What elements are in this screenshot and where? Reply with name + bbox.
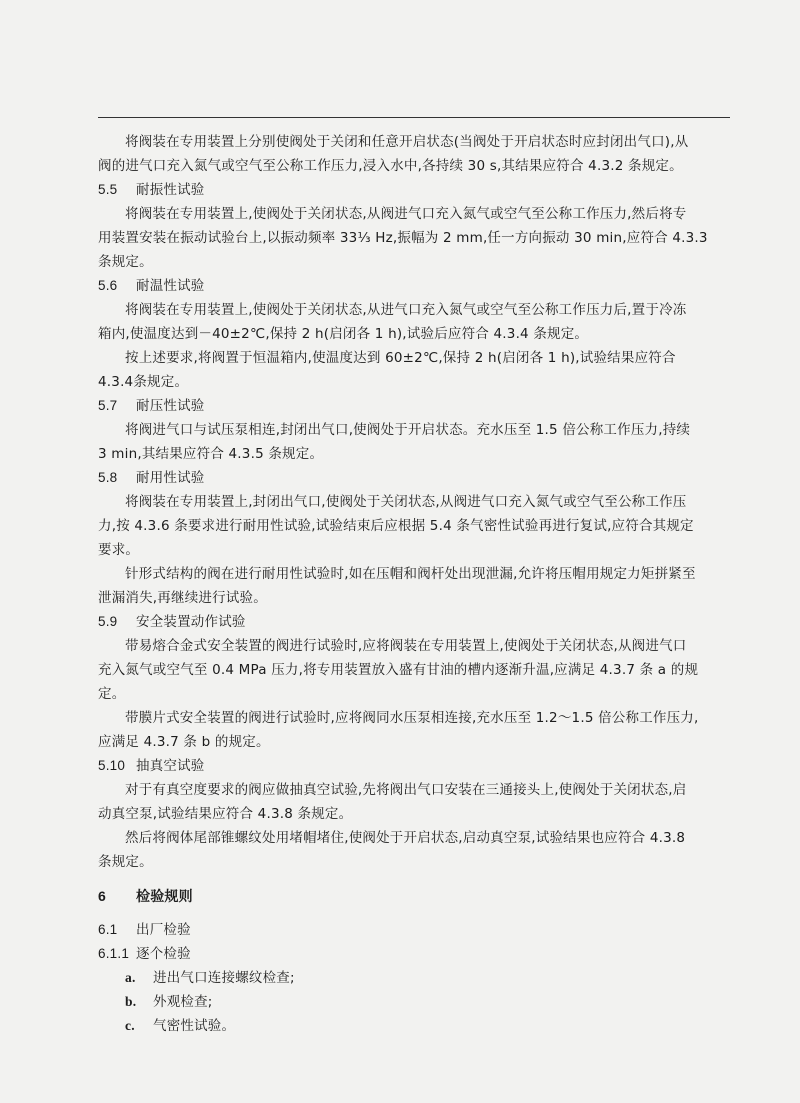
list-item-text: 气密性试验。 (153, 1018, 236, 1034)
paragraph-line: 条规定。 (98, 254, 153, 270)
section-number: 5.7 (98, 398, 118, 413)
paragraph-line: 带易熔合金式安全装置的阀进行试验时,应将阀装在专用装置上,使阀处于关闭状态,从阀进气口 (125, 638, 687, 654)
paragraph-line: 阀的进气口充入氮气或空气至公称工作压力,浸入水中,各持续 30 s,其结果应符合 4.3.2 条规定。 (98, 158, 683, 174)
section-number: 5.5 (98, 182, 118, 197)
paragraph-line: 充入氮气或空气至 0.4 MPa 压力,将专用装置放入盛有甘油的槽内逐渐升温,应满足 4.3.7 条 a 的规 (98, 662, 699, 678)
paragraph-line: 将阀装在专用装置上,使阀处于关闭状态,从进气口充入氮气或空气至公称工作压力后,置于冷冻 (125, 302, 687, 318)
section-number: 5.6 (98, 278, 118, 293)
section-heading (98, 275, 728, 297)
paragraph-line: 3 min,其结果应符合 4.3.5 条规定。 (98, 446, 324, 462)
section-title: 检验规则 (136, 889, 193, 905)
section-title: 耐压性试验 (136, 398, 205, 414)
section-heading (98, 395, 728, 417)
section-number: 5.8 (98, 470, 118, 485)
section-number: 6.1.1 (98, 946, 130, 961)
list-item-text: 进出气口连接螺纹检查; (153, 970, 295, 986)
list-item (125, 967, 755, 989)
section-title: 耐用性试验 (136, 470, 205, 486)
list-marker: a. (125, 970, 136, 985)
section-title: 出厂检验 (136, 922, 191, 938)
section-heading (98, 179, 728, 201)
paragraph-line: 针形式结构的阀在进行耐用性试验时,如在压帽和阀杆处出现泄漏,允许将压帽用规定力矩拼紧至 (125, 566, 696, 582)
paragraph-line: 条规定。 (98, 854, 153, 870)
paragraph-line: 用装置安装在振动试验台上,以振动频率 33⅓ Hz,振幅为 2 mm,任一方向振动 30 min,应符合 4.3.3 (98, 230, 708, 246)
paragraph-line: 应满足 4.3.7 条 b 的规定。 (98, 734, 270, 750)
section-title: 耐振性试验 (136, 182, 205, 198)
section-heading (98, 755, 728, 777)
section-heading (98, 467, 728, 489)
paragraph-line: 带膜片式安全装置的阀进行试验时,应将阀同水压泵相连接,充水压至 1.2～1.5 倍公称工作压力, (125, 710, 699, 726)
list-marker: b. (125, 994, 137, 1009)
paragraph-line: 然后将阀体尾部锥螺纹处用堵帽堵住,使阀处于开启状态,启动真空泵,试验结果也应符合 4.3.8 (125, 830, 686, 846)
section-title: 抽真空试验 (136, 758, 205, 774)
paragraph-line: 将阀进气口与试压泵相连,封闭出气口,使阀处于开启状态。充水压至 1.5 倍公称工作压力,持续 (125, 422, 691, 438)
paragraph-line: 将阀装在专用装置上,使阀处于关闭状态,从阀进气口充入氮气或空气至公称工作压力,然后将专 (125, 206, 687, 222)
section-number: 6.1 (98, 922, 118, 937)
section-heading (98, 919, 728, 941)
list-item (125, 991, 755, 1013)
paragraph-line: 要求。 (98, 542, 140, 558)
paragraph-line: 4.3.4条规定。 (98, 374, 189, 390)
section-number: 5.9 (98, 614, 118, 629)
section-title: 逐个检验 (136, 946, 191, 962)
list-item-text: 外观检查; (153, 994, 213, 1010)
section-title: 安全装置动作试验 (136, 614, 246, 630)
paragraph-line: 力,按 4.3.6 条要求进行耐用性试验,试验结束后应根据 5.4 条气密性试验再进行复试,应符合其规定 (98, 518, 694, 534)
list-item (125, 1015, 755, 1037)
paragraph-line: 将阀装在专用装置上分别使阀处于关闭和任意开启状态(当阀处于开启状态时应封闭出气口),从 (125, 134, 689, 150)
paragraph-line: 定。 (98, 686, 126, 702)
paragraph-line: 箱内,使温度达到－40±2℃,保持 2 h(启闭各 1 h),试验后应符合 4.3.4 条规定。 (98, 326, 589, 342)
section-title: 耐温性试验 (136, 278, 205, 294)
section-heading (98, 611, 728, 633)
section-number: 5.10 (98, 758, 126, 773)
section-number: 6 (98, 888, 106, 904)
paragraph-line: 动真空泵,试验结果应符合 4.3.8 条规定。 (98, 806, 353, 822)
paragraph-line: 将阀装在专用装置上,封闭出气口,使阀处于关闭状态,从阀进气口充入氮气或空气至公称工作压 (125, 494, 687, 510)
paragraph-line: 按上述要求,将阀置于恒温箱内,使温度达到 60±2℃,保持 2 h(启闭各 1 h),试验结果应符合 (125, 350, 676, 366)
chapter-heading (98, 885, 728, 907)
paragraph-line: 泄漏消失,再继续进行试验。 (98, 590, 267, 606)
section-heading (98, 943, 728, 965)
list-marker: c. (125, 1018, 135, 1033)
paragraph-line: 对于有真空度要求的阀应做抽真空试验,先将阀出气口安装在三通接头上,使阀处于关闭状态,启 (125, 782, 687, 798)
